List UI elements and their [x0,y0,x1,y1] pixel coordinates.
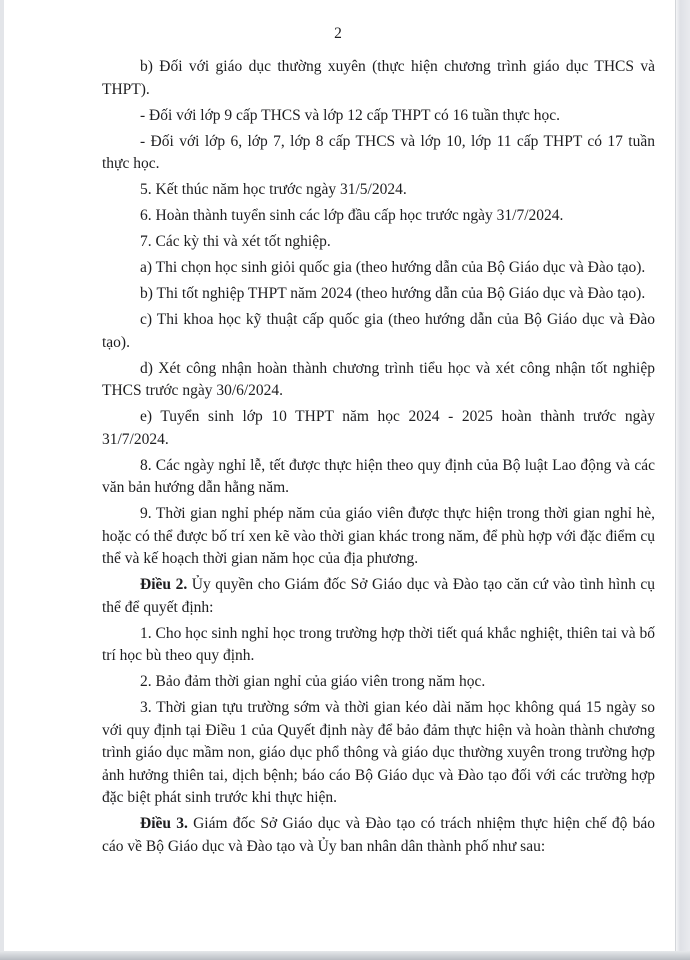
paragraph-text: d) Xét công nhận hoàn thành chương trình tiểu học và xét công nhận tốt nghiệp THCS trước ngày 30/6/2024. [102,359,655,399]
paragraph [102,623,655,668]
paragraph-text: 5. Kết thúc năm học trước ngày 31/5/2024. [140,181,407,198]
paragraph [102,131,655,176]
paragraph [102,503,655,571]
paragraph [102,697,655,810]
paragraph-text: - Đối với lớp 9 cấp THCS và lớp 12 cấp THPT có 16 tuần thực học. [140,106,561,124]
paragraph-text: Giám đốc Sở Giáo dục và Đào tạo có trách nhiệm thực hiện chế độ báo cáo về Bộ Giáo dục và Đào tạo và Ủy ban nhân dân thành phố như sau: [102,815,656,855]
paragraph [102,455,655,500]
photo-edge-bottom [0,951,690,960]
paragraph [102,406,655,451]
paragraph-text: b) Đối với giáo dục thường xuyên (thực hiện chương trình giáo dục THCS và THPT). [102,58,655,98]
page-number: 2 [334,25,342,42]
paragraph [102,358,655,403]
paragraph [102,205,655,228]
paragraph [102,257,655,280]
paragraph-text: 7. Các kỳ thi và xét tốt nghiệp. [140,233,331,250]
paragraph-text: 1. Cho học sinh nghỉ học trong trường hợp thời tiết quá khắc nghiệt, thiên tai và bố trí học bù theo quy định. [102,624,655,664]
paragraph-text: 8. Các ngày nghỉ lễ, tết được thực hiện theo quy định của Bộ luật Lao động và các văn bản hướng dẫn hằng năm. [102,456,655,496]
paragraph [102,179,655,202]
paragraph-text: 9. Thời gian nghỉ phép năm của giáo viên được thực hiện trong thời gian nghỉ hè, hoặc có thể được bố trí xen kẽ vào thời gian khác trong năm, để phù hợp với đặc điểm cụ thể và kế hoạch thời gian năm học của địa phương. [102,505,655,567]
paragraph-text: 3. Thời gian tựu trường sớm và thời gian kéo dài năm học không quá 15 ngày so với quy định tại Điều 1 của Quyết định này để bảo đảm thực hiện và hoàn thành chương trình giáo dục mầm non, giáo dục phổ thông và giáo dục thường xuyên trong trường hợp ảnh hưởng thiên tai, dịch bệnh; báo cáo Bộ Giáo dục và Đào tạo đối với các trường hợp đặc biệt phát sinh trước khi thực hiện. [102,699,655,806]
photo-edge-right [675,0,690,960]
paragraph [102,105,655,128]
paragraph-text: e) Tuyển sinh lớp 10 THPT năm học 2024 - 2025 hoàn thành trước ngày 31/7/2024. [102,408,655,448]
photo-edge-left [0,0,4,960]
paragraph-text: a) Thi chọn học sinh giỏi quốc gia (theo hướng dẫn của Bộ Giáo dục và Đào tạo). [140,259,646,276]
paragraph [102,283,655,306]
paragraph [102,56,655,101]
paragraph-text: c) Thi khoa học kỹ thuật cấp quốc gia (theo hướng dẫn của Bộ Giáo dục và Đào tạo). [102,311,655,351]
paragraph-text: - Đối với lớp 6, lớp 7, lớp 8 cấp THCS và lớp 10, lớp 11 cấp THPT có 17 tuần thực học. [102,132,655,172]
paragraph-text: 2. Bảo đảm thời gian nghỉ của giáo viên trong năm học. [140,673,486,690]
paragraph-text: b) Thi tốt nghiệp THPT năm 2024 (theo hướng dẫn của Bộ Giáo dục và Đào tạo). [140,285,646,302]
paragraph-text: 6. Hoàn thành tuyển sinh các lớp đầu cấp học trước ngày 31/7/2024. [140,207,564,224]
paragraph-text: Ủy quyền cho Giám đốc Sở Giáo dục và Đào tạo căn cứ vào tình hình cụ thể để quyết định: [102,576,656,616]
paragraph [102,231,655,254]
paragraph-article-2 [102,574,655,619]
paragraph [102,671,655,694]
article-3-label: Điều 3. [140,815,188,832]
paragraph [102,309,655,354]
article-2-label: Điều 2. [140,576,188,593]
document-body [102,56,655,862]
paragraph-article-3 [102,813,655,858]
